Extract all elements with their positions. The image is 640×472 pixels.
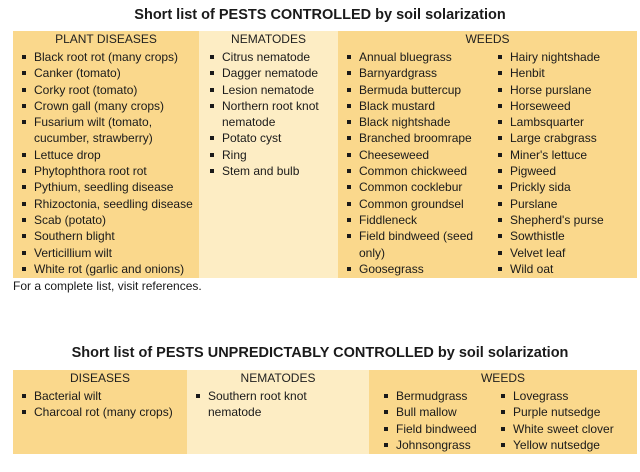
list-item: Bermudgrass (381, 388, 477, 404)
list-item: Charcoal rot (many crops) (19, 404, 173, 420)
list-item: Large crabgrass (495, 130, 604, 146)
list-item: Velvet leaf (495, 245, 604, 261)
list-item: Yellow nutsedge (498, 437, 614, 453)
list-item: Scab (potato) (19, 212, 193, 228)
plant-diseases-header: PLANT DISEASES (55, 32, 157, 46)
nematodes-header: NEMATODES (240, 371, 316, 385)
list-item: Goosegrass (344, 261, 473, 277)
list-item: Fiddleneck (344, 212, 473, 228)
pests-controlled-table (13, 31, 637, 278)
list-item: Black root rot (many crops) (19, 49, 193, 65)
list-item: Purple nutsedge (498, 404, 614, 420)
list-item: Henbit (495, 65, 604, 81)
list-item: Ring (207, 147, 319, 163)
weeds-list-right (495, 49, 604, 277)
diseases-column (13, 370, 187, 454)
diseases-header: DISEASES (69, 371, 131, 385)
list-item: Bull mallow (381, 404, 477, 420)
list-item: only) (359, 245, 386, 260)
list-item: Canker (tomato) (19, 65, 193, 81)
list-item: Lovegrass (498, 388, 614, 404)
list-item: Bacterial wilt (19, 388, 173, 404)
references-note: For a complete list, visit references. (13, 279, 202, 293)
list-item: Southern blight (19, 228, 193, 244)
weeds-column (338, 31, 637, 278)
list-item: White sweet clover (498, 421, 614, 437)
list-item: Sowthistle (495, 228, 604, 244)
nematodes-list (193, 388, 307, 421)
list-item: Cheeseweed (344, 147, 473, 163)
nematodes-header: NEMATODES (231, 32, 306, 46)
list-item: Verticillium wilt (19, 245, 193, 261)
list-item: Barnyardgrass (344, 65, 473, 81)
nematodes-column (199, 31, 338, 278)
plant-diseases-list (19, 49, 193, 277)
weeds-list-left (344, 49, 473, 277)
list-item: Field bindweed (381, 421, 477, 437)
nematodes-list (207, 49, 319, 179)
list-item: White rot (garlic and onions) (19, 261, 193, 277)
list-item: Hairy nightshade (495, 49, 604, 65)
list-item: Southern root knot (193, 388, 307, 404)
list-item: Bermuda buttercup (344, 82, 473, 98)
unpredictable-table-title: Short list of PESTS UNPREDICTABLY CONTROLLED by soil solarization (71, 345, 569, 361)
list-item: Black mustard (344, 98, 473, 114)
controlled-table-title: Short list of PESTS CONTROLLED by soil solarization (134, 7, 506, 23)
list-item: Pigweed (495, 163, 604, 179)
list-item: Common groundsel (344, 196, 473, 212)
list-item: Pythium, seedling disease (19, 179, 193, 195)
nematodes-column (187, 370, 369, 454)
weeds-column (369, 370, 637, 454)
list-item: Common cocklebur (344, 179, 473, 195)
list-item: Prickly sida (495, 179, 604, 195)
weeds-list-left (381, 388, 477, 453)
list-item: Dagger nematode (207, 65, 319, 81)
list-item: Johnsongrass (381, 437, 477, 453)
list-item: Northern root knot (207, 98, 319, 114)
list-item: Rhizoctonia, seedling disease (19, 196, 193, 212)
diseases-list (19, 388, 173, 421)
list-item: Horse purslane (495, 82, 604, 98)
list-item: Lambsquarter (495, 114, 604, 130)
list-item: Shepherd's purse (495, 212, 604, 228)
pests-unpredictable-table (13, 370, 637, 454)
list-item: Fusarium wilt (tomato, (19, 114, 193, 130)
list-item: Corky root (tomato) (19, 82, 193, 98)
list-item: Common chickweed (344, 163, 473, 179)
list-item: cucumber, strawberry) (34, 131, 153, 146)
list-item: Stem and bulb (207, 163, 319, 179)
list-item: Horseweed (495, 98, 604, 114)
list-item: Potato cyst (207, 130, 319, 146)
list-item: Wild oat (495, 261, 604, 277)
list-item: Phytophthora root rot (19, 163, 193, 179)
list-item: Branched broomrape (344, 130, 473, 146)
list-item: Black nightshade (344, 114, 473, 130)
list-item: Miner's lettuce (495, 147, 604, 163)
list-item: Annual bluegrass (344, 49, 473, 65)
weeds-header: WEEDS (480, 371, 525, 385)
list-item: nematode (222, 115, 276, 130)
weeds-header: WEEDS (465, 32, 510, 46)
list-item: Purslane (495, 196, 604, 212)
list-item: Citrus nematode (207, 49, 319, 65)
list-item: Lesion nematode (207, 82, 319, 98)
list-item: Crown gall (many crops) (19, 98, 193, 114)
list-item: nematode (208, 405, 262, 420)
plant-diseases-column (13, 31, 199, 278)
weeds-list-right (498, 388, 614, 453)
list-item: Lettuce drop (19, 147, 193, 163)
list-item: Field bindweed (seed (344, 228, 473, 244)
